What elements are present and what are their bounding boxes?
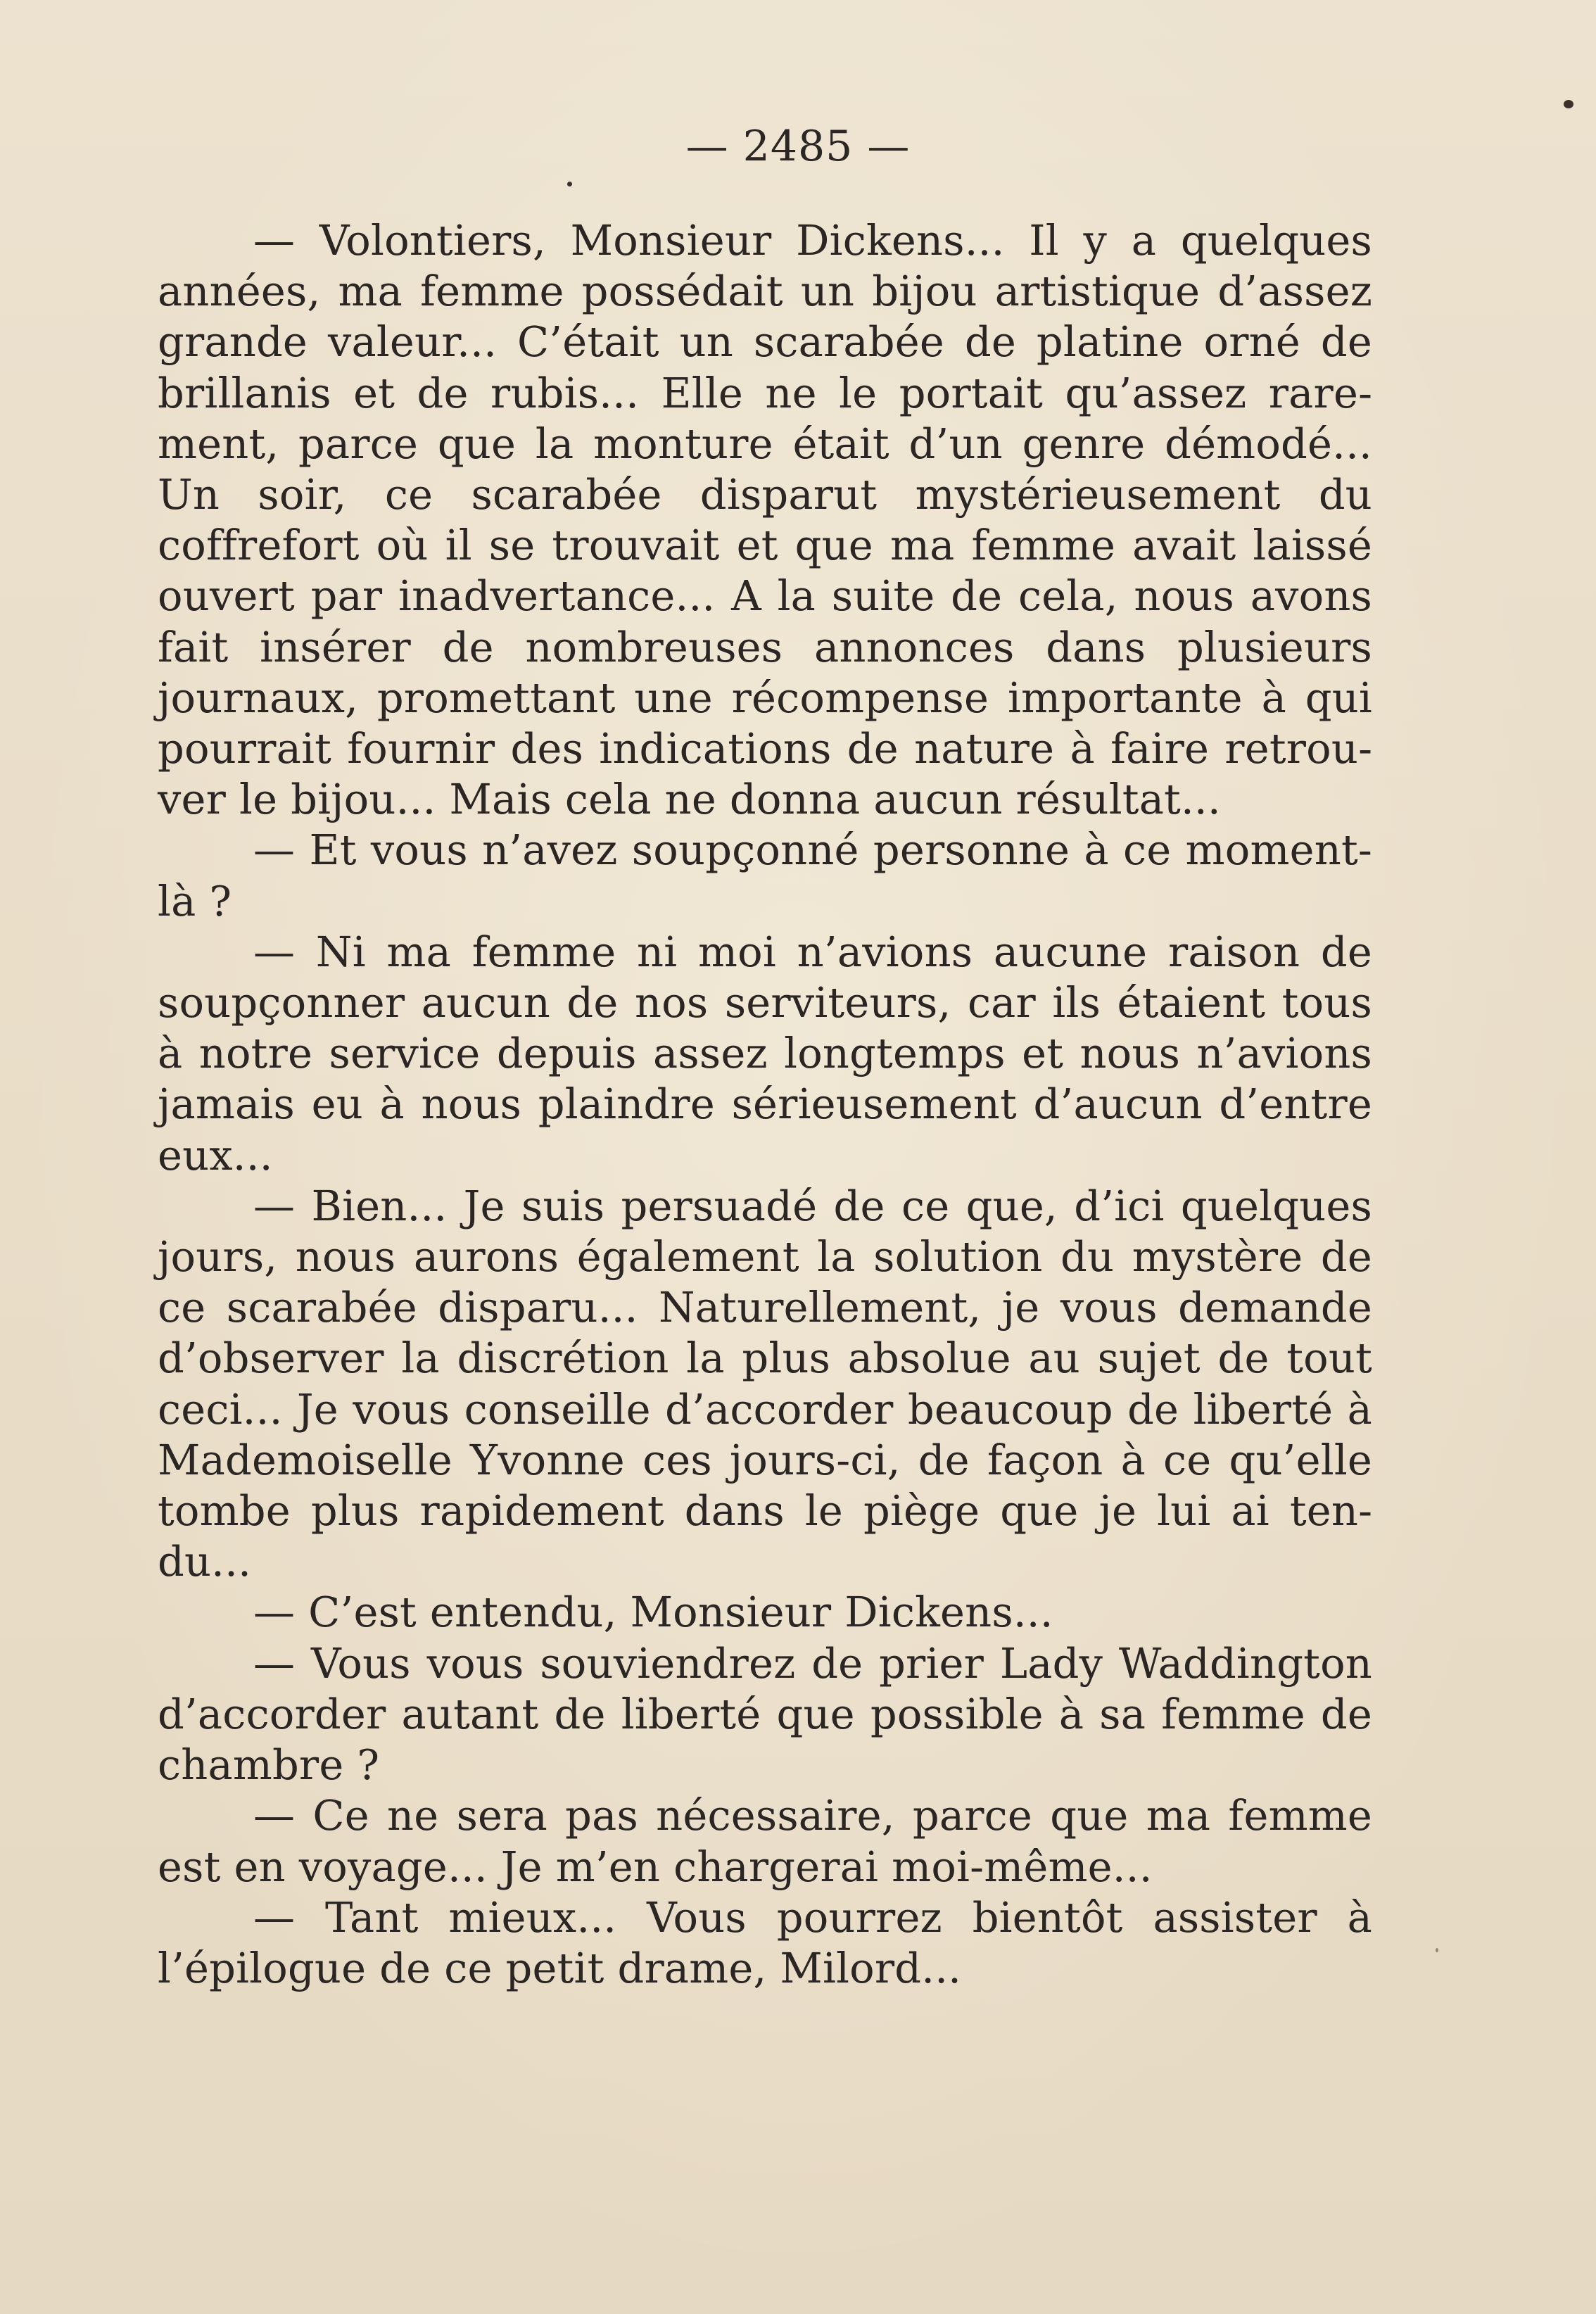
paragraph: — Tant mieux... Vous pourrez bientôt assister à l’épilogue de ce petit drame, Milord... <box>158 1892 1372 1992</box>
paragraph: — Ni ma femme ni moi n’avions aucune raison de soupçonner aucun de nos serviteurs, car ils étaient tous à notre service depuis assez longtemps et nous n’avions jamais eu à nous plaindre sérieusement d’aucun d’entre eux... <box>158 927 1372 1180</box>
page-number: — 2485 — <box>685 122 911 171</box>
paragraph: — Volontiers, Monsieur Dickens... Il y a quelques années, ma femme possédait un bijou artistique d’assez grande valeur... C’était un scarabée de platine orné de brillanis et de rubis... Elle ne le portait qu’assez rarement, parce que la monture était d’un genre démodé... Un soir, ce scarabée disparut mystérieusement du coffrefort où il se trouvait et que ma femme avait laissé ouvert par inadvertance... A la suite de cela, nous avons fait insérer de nombreuses annonces dans plusieurs journaux, promettant une récompense importante à qui pourrait fournir des indications de nature à faire retrouver le bijou... Mais cela ne donna aucun résultat... <box>158 216 1372 824</box>
paragraph: — Bien... Je suis persuadé de ce que, d’ici quelques jours, nous aurons également la solution du mystère de ce scarabée disparu... Naturellement, je vous demande d’observer la discrétion la plus absolue au sujet de tout ceci... Je vous conseille d’accorder beaucoup de liberté à Mademoiselle Yvonne ces jours-ci, de façon à ce qu’elle tombe plus rapidement dans le piège que je lui ai tendu... <box>158 1181 1372 1586</box>
paragraph: — C’est entendu, Monsieur Dickens... <box>253 1588 1053 1637</box>
ink-speck <box>567 182 572 186</box>
ink-speck <box>1564 100 1573 108</box>
paragraph: — Ce ne sera pas nécessaire, parce que ma femme est en voyage... Je m’en chargerai moi-même... <box>158 1791 1372 1891</box>
body-text <box>158 215 1372 1994</box>
ink-speck <box>1436 1948 1438 1952</box>
paragraph: — Et vous n’avez soupçonné personne à ce moment-là ? <box>158 826 1372 925</box>
paragraph: — Vous vous souviendrez de prier Lady Waddington d’accorder autant de liberté que possible à sa femme de chambre ? <box>158 1638 1372 1790</box>
